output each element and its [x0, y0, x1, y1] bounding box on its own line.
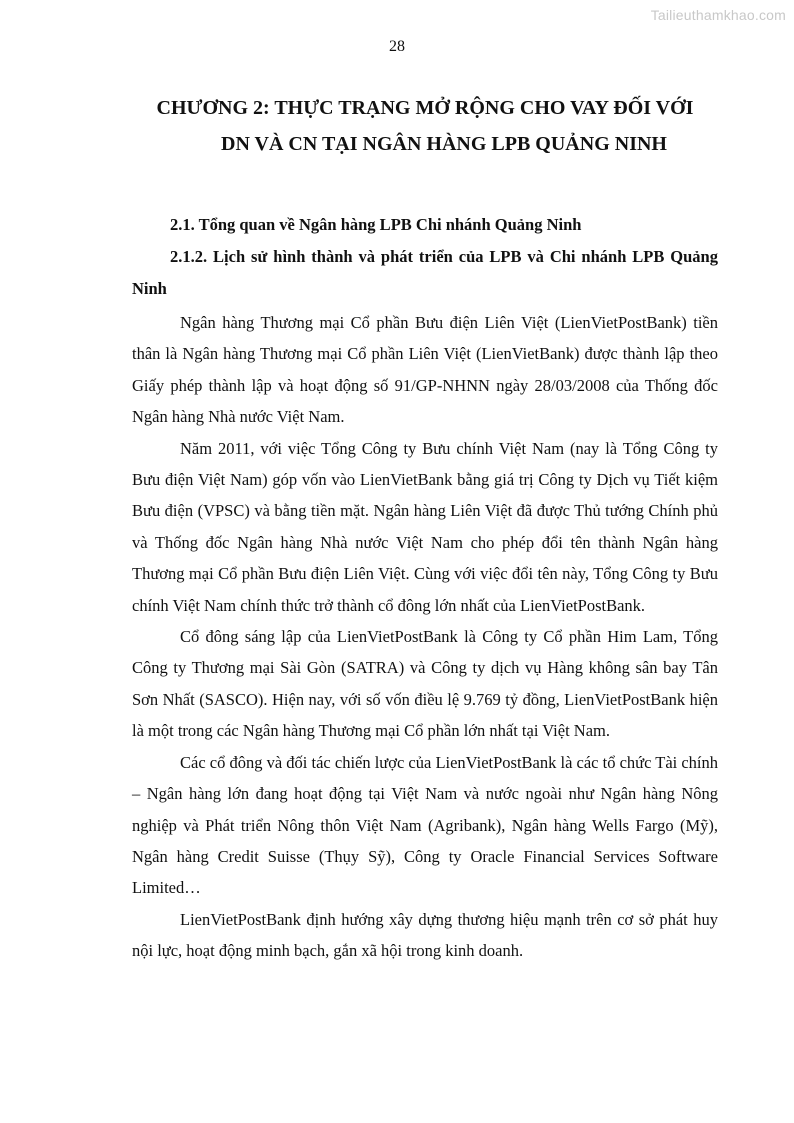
chapter-title-line-2: DN VÀ CN TẠI NGÂN HÀNG LPB QUẢNG NINH [221, 133, 667, 155]
chapter-title [132, 90, 718, 162]
paragraph-strategic-partners: Các cổ đông và đối tác chiến lược của LienVietPostBank là các tổ chức Tài chính – Ngân hàng lớn đang hoạt động tại Việt Nam và nước ngoài như Ngân hàng Nông nghiệp và Phát triển Nông thôn Việt Nam (Agribank), Ngân hàng Wells Fargo (Mỹ), Ngân hàng Credit Suisse (Thụy Sỹ), Công ty Oracle Financial Services Software Limited… [132, 752, 719, 898]
chapter-title-line-1: CHƯƠNG 2: THỰC TRẠNG MỞ RỘNG CHO VAY ĐỐI VỚI [156, 97, 694, 119]
paragraph-history: Ngân hàng Thương mại Cổ phần Bưu điện Liên Việt (LienVietPostBank) tiền thân là Ngân hàng Thương mại Cổ phần Liên Việt (LienVietBank) được thành lập theo Giấy phép thành lập và hoạt động số 91/GP-NHNN ngày 28/03/2008 của Thống đốc Ngân hàng Nhà nước Việt Nam. [132, 313, 718, 427]
watermark-text: Tailieuthamkhao.com [650, 7, 786, 23]
paragraph-brand-orientation: LienVietPostBank định hướng xây dựng thương hiệu mạnh trên cơ sở phát huy nội lực, hoạt động minh bạch, gắn xã hội trong kinh doanh. [132, 909, 718, 961]
paragraph-2011-merger: Năm 2011, với việc Tổng Công ty Bưu chính Việt Nam (nay là Tổng Công ty Bưu điện Việt Nam) góp vốn vào LienVietBank bằng giá trị Công ty Dịch vụ Tiết kiệm Bưu điện (VPSC) và bằng tiền mặt. Ngân hàng Liên Việt đã được Thủ tướng Chính phủ và Thống đốc Ngân hàng Nhà nước Việt Nam cho phép đổi tên thành Ngân hàng Thương mại Cổ phần Bưu điện Liên Việt. Cùng với việc đổi tên này, Tổng Công ty Bưu chính Việt Nam chính thức trở thành cổ đông lớn nhất của LienVietPostBank. [132, 438, 718, 615]
page-number: 28 [389, 38, 405, 55]
section-heading: 2.1. Tổng quan về Ngân hàng LPB Chi nhánh Quảng Ninh [170, 215, 582, 234]
document-body [132, 90, 718, 967]
subsection-heading: 2.1.2. Lịch sử hình thành và phát triển của LPB và Chi nhánh LPB Quảng Ninh [132, 247, 718, 298]
paragraph-founders: Cổ đông sáng lập của LienVietPostBank là Công ty Cổ phần Him Lam, Tổng Công ty Thương mại Sài Gòn (SATRA) và Công ty dịch vụ Hàng không sân bay Tân Sơn Nhất (SASCO). Hiện nay, với số vốn điều lệ 9.769 tỷ đồng, LienVietPostBank hiện là một trong các Ngân hàng Thương mại Cổ phần lớn nhất tại Việt Nam. [132, 627, 718, 741]
